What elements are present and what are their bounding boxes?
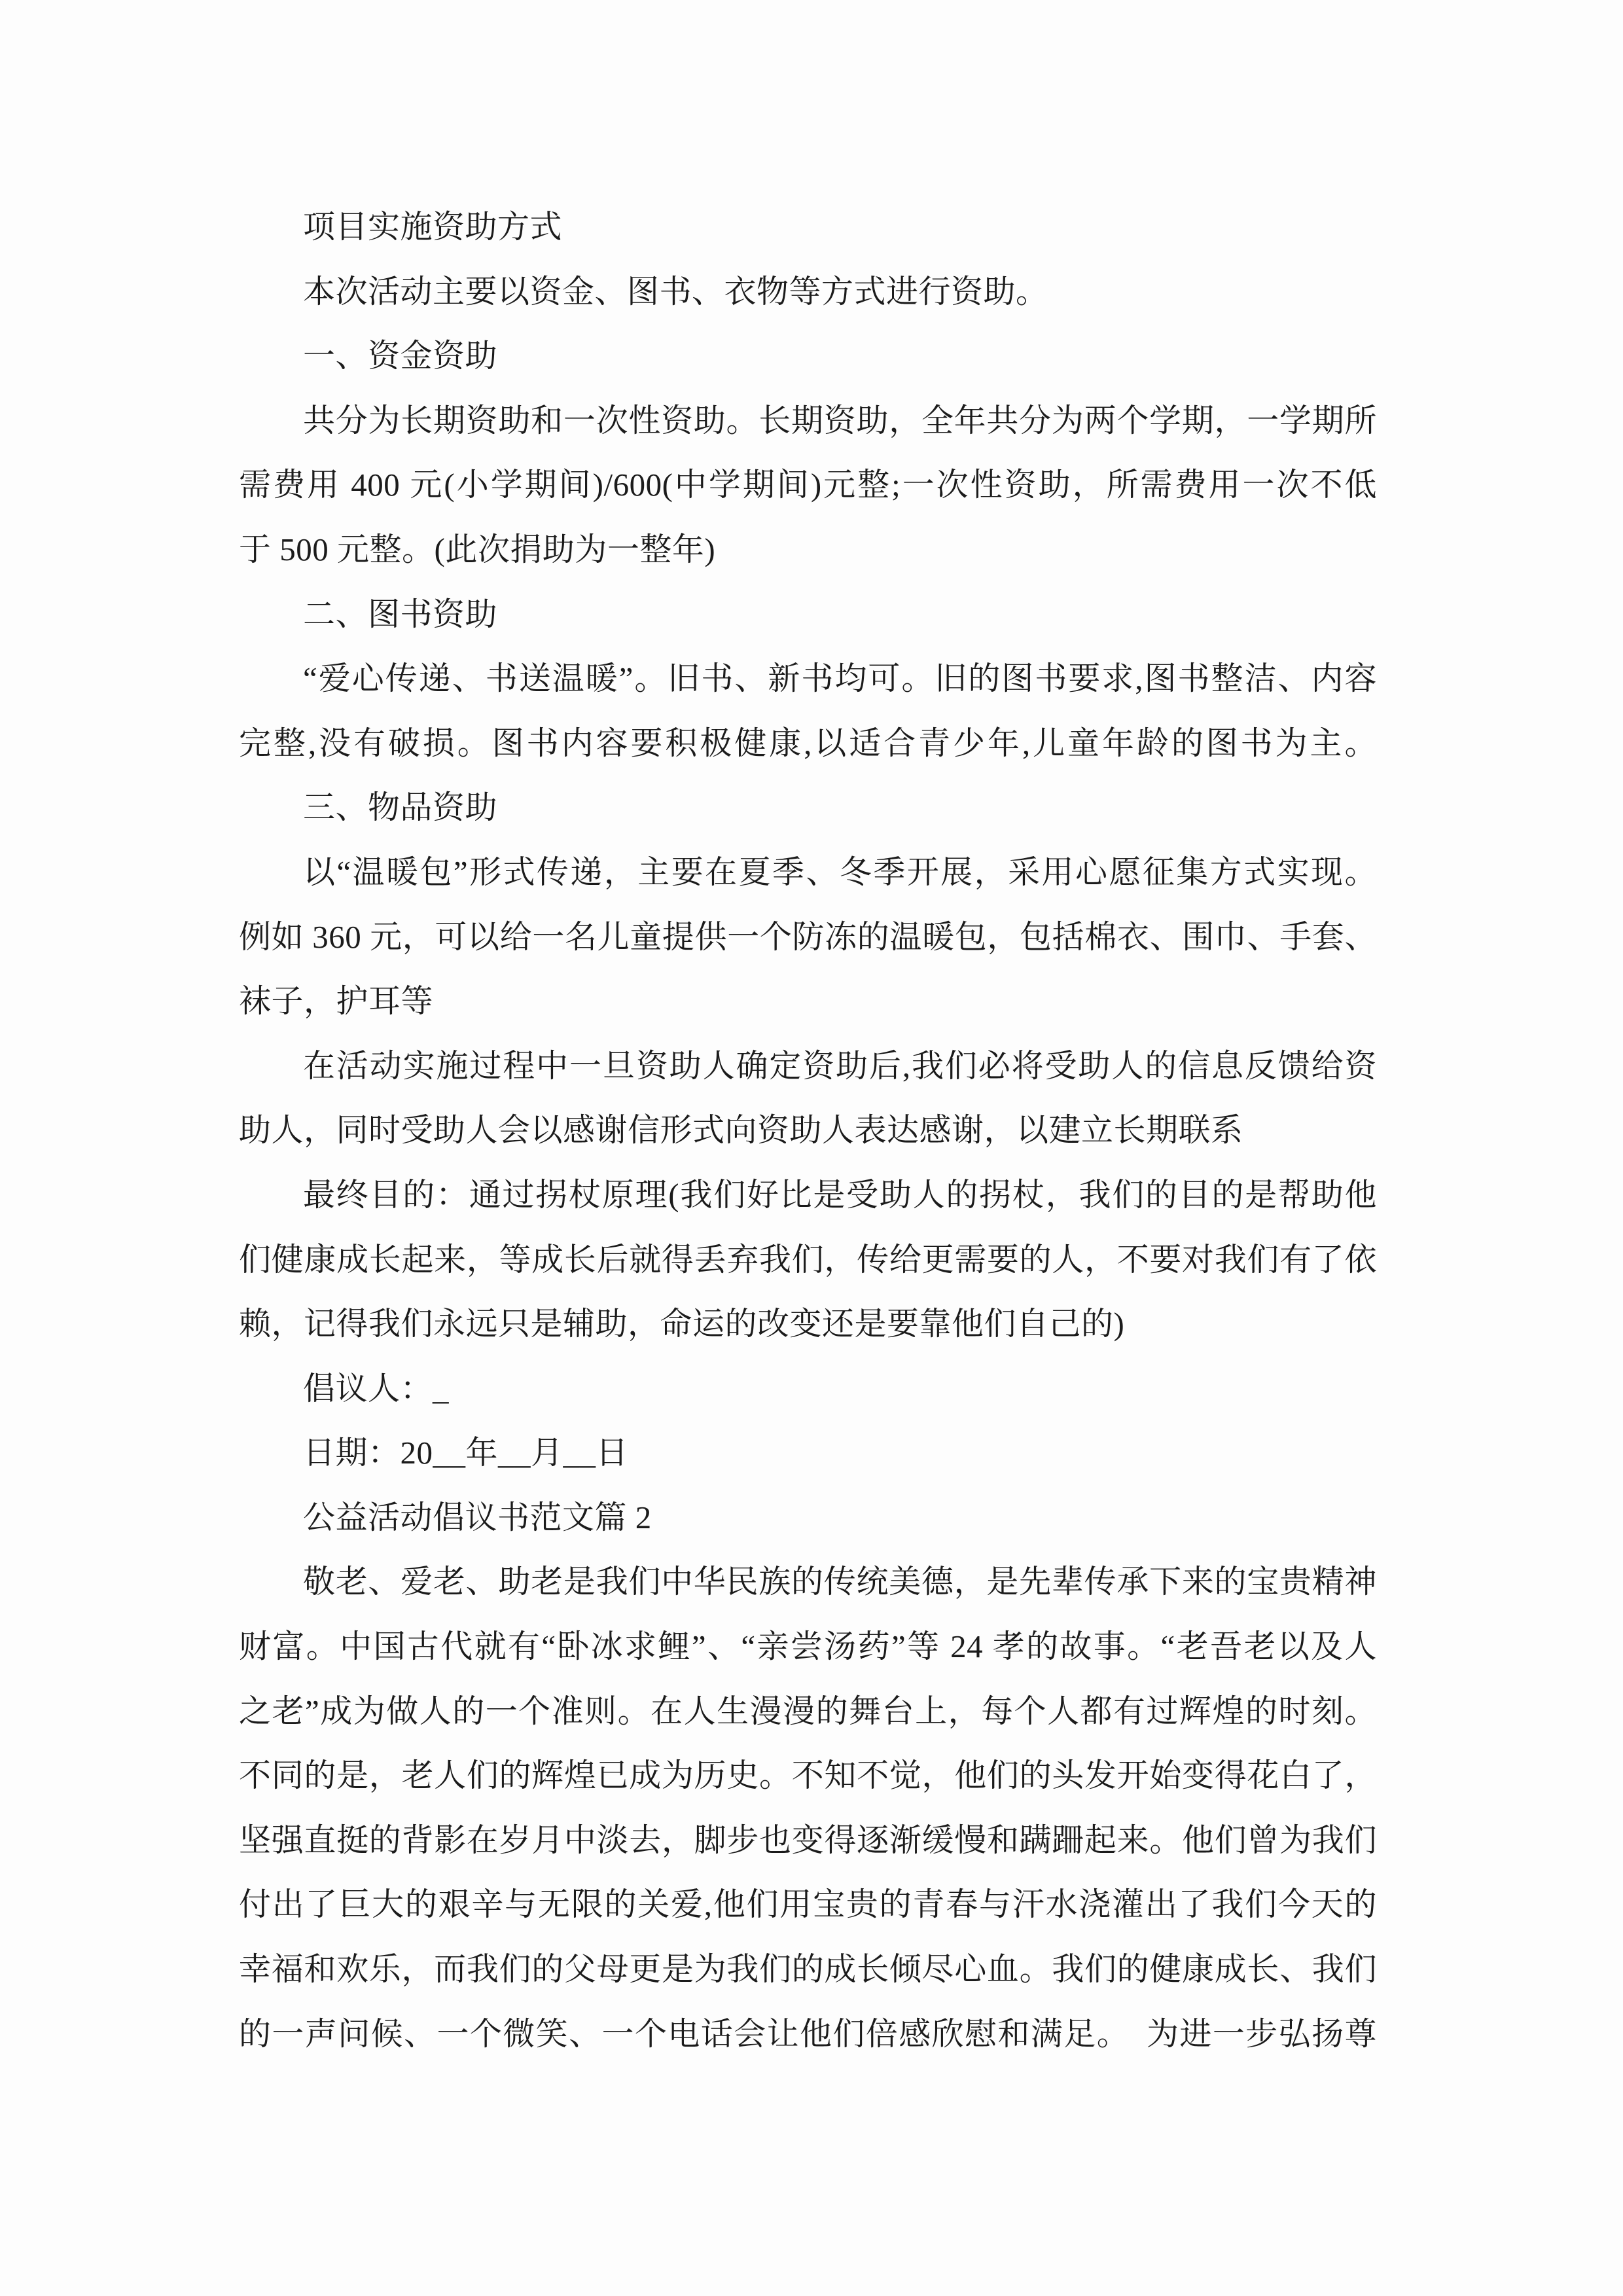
document-body — [239, 195, 1377, 2066]
text-line: 例如 360 元，可以给一名儿童提供一个防冻的温暖包，包括棉衣、围巾、手套、 — [239, 918, 1377, 955]
text-line: 们健康成长起来，等成长后就得丢弃我们，传给更需要的人，不要对我们有了依 — [239, 1241, 1377, 1278]
proposer-line: 倡议人：_ — [303, 1370, 450, 1407]
text-line: 财富。中国古代就有“卧冰求鲤”、“亲尝汤药”等 24 孝的故事。“老吾老以及人 — [239, 1628, 1377, 1665]
text-line: 的一声问候、一个微笑、一个电话会让他们倍感欣慰和满足。 为进一步弘扬尊 — [239, 2015, 1377, 2052]
text-line: 需费用 400 元(小学期间)/600(中学期间)元整;一次性资助，所需费用一次不低 — [239, 467, 1377, 503]
date-line: 日期：20__年__月__日 — [303, 1435, 629, 1471]
text-line: 以“温暖包”形式传递，主要在夏季、冬季开展，采用心愿征集方式实现。 — [303, 853, 1377, 890]
text-line: 最终目的：通过拐杖原理(我们好比是受助人的拐杖，我们的目的是帮助他 — [303, 1176, 1377, 1213]
text-line: 完整,没有破损。图书内容要积极健康,以适合青少年,儿童年龄的图书为主。 — [239, 725, 1377, 761]
text-line: 本次活动主要以资金、图书、衣物等方式进行资助。 — [303, 273, 1048, 310]
text-line: 付出了巨大的艰辛与无限的关爱,他们用宝贵的青春与汗水浇灌出了我们今天的 — [239, 1886, 1377, 1923]
text-line: 之老”成为做人的一个准则。在人生漫漫的舞台上，每个人都有过辉煌的时刻。 — [239, 1693, 1377, 1729]
text-line: 在活动实施过程中一旦资助人确定资助后,我们必将受助人的信息反馈给资 — [303, 1047, 1377, 1084]
text-line: 助人，同时受助人会以感谢信形式向资助人表达感谢，以建立长期联系 — [239, 1112, 1243, 1149]
text-line: 敬老、爱老、助老是我们中华民族的传统美德，是先辈传承下来的宝贵精神 — [303, 1564, 1377, 1600]
text-line: 不同的是，老人们的辉煌已成为历史。不知不觉，他们的头发开始变得花白了， — [239, 1757, 1377, 1794]
heading-sample-essay-2: 公益活动倡议书范文篇 2 — [303, 1499, 652, 1535]
text-line: 坚强直挺的背影在岁月中淡去，脚步也变得逐渐缓慢和蹒跚起来。他们曾为我们 — [239, 1821, 1377, 1858]
text-line: 于 500 元整。(此次捐助为一整年) — [239, 531, 716, 567]
text-line: 幸福和欢乐，而我们的父母更是为我们的成长倾尽心血。我们的健康成长、我们 — [239, 1951, 1377, 1988]
text-line: “爱心传递、书送温暖”。旧书、新书均可。旧的图书要求,图书整洁、内容 — [303, 660, 1377, 697]
heading-funding-goods: 三、物品资助 — [303, 789, 498, 826]
heading-funding-books: 二、图书资助 — [303, 596, 498, 632]
heading-funding-money: 一、资金资助 — [303, 338, 498, 374]
heading-project-funding-method: 项目实施资助方式 — [303, 209, 563, 245]
text-line: 袜子，护耳等 — [239, 983, 434, 1020]
text-line: 共分为长期资助和一次性资助。长期资助，全年共分为两个学期，一学期所 — [303, 402, 1377, 439]
text-line: 赖，记得我们永远只是辅助，命运的改变还是要靠他们自己的) — [239, 1306, 1125, 1342]
